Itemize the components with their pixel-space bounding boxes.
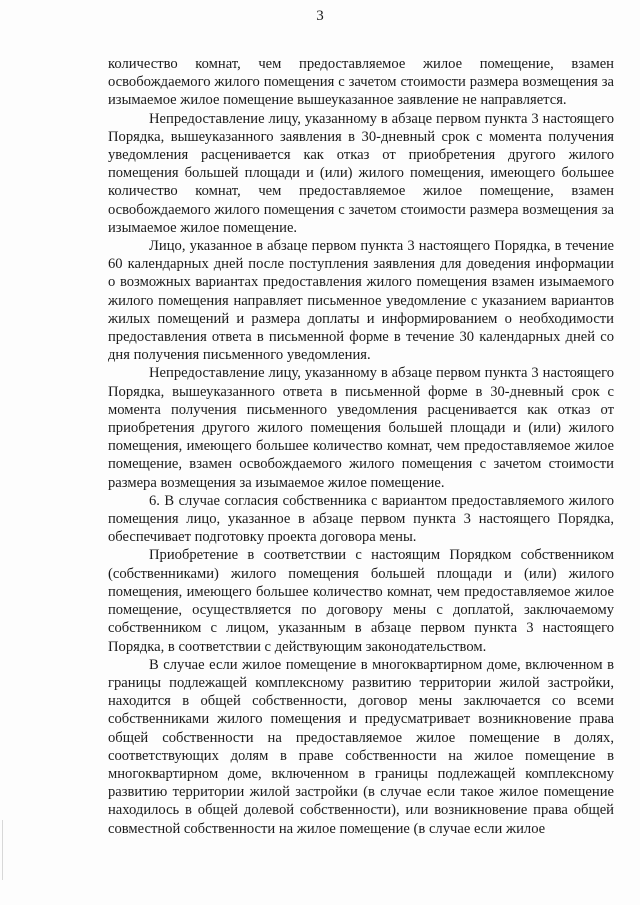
paragraph-item-6: 6. В случае согласия собственника с вариантом предоставляемого жилого помещения лицо, указанное в абзаце первом пункта 3 настоящего Порядка, обеспечивает подготовку проекта договора мены.	[108, 492, 614, 546]
paragraph-notification-options: Лицо, указанное в абзаце первом пункта 3 настоящего Порядка, в течение 60 календарных дней после поступления заявления для доведения информации о возможных вариантах предоставления жилого помещения взамен изымаемого жилого помещения направляет письменное уведомление с указанием вариантов жилых помещений и размера доплаты и информированием о необходимости предоставления ответа в письменной форме в течение 30 календарных дней со дня получения письменного уведомления.	[108, 238, 614, 364]
document-body	[108, 55, 614, 838]
page-number: 3	[316, 8, 324, 24]
paragraph-continuation: количество комнат, чем предоставляемое жилое помещение, взамен освобождаемого жилого помещения с зачетом стоимости размера возмещения за изымаемое жилое помещение вышеуказанное заявление не направляется.	[108, 56, 614, 109]
paragraph-nonsubmission-response: Непредоставление лицу, указанному в абзаце первом пункта 3 настоящего Порядка, вышеуказанного ответа в письменной форме в 30-дневный срок с момента получения письменного уведомления расценивается как отказ от приобретения другого жилого помещения большей площади и (или) жилого помещения, имеющего большее количество комнат, чем предоставляемое жилое помещение, взамен освобождаемого жилого помещения с зачетом стоимости размера возмещения за изымаемое жилое помещение.	[108, 365, 614, 491]
scan-edge-mark	[2, 820, 3, 880]
paragraph-exchange-contract: Приобретение в соответствии с настоящим Порядком собственником (собственниками) жилого помещения большей площади и (или) жилого помещения, имеющего большее количество комнат, чем предоставляемое жилое помещение, осуществляется по договору мены с доплатой, заключаемому собственником с лицом, указанным в абзаце первом пункта 3 настоящего Порядка, в соответствии с действующим законодательством.	[108, 547, 614, 655]
paragraph-nonsubmission-application: Непредоставление лицу, указанному в абзаце первом пункта 3 настоящего Порядка, вышеуказанного заявления в 30-дневный срок с момента получения уведомления расценивается как отказ от приобретения другого жилого помещения большей площади и (или) жилого помещения, имеющего большее количество комнат, чем предоставляемое жилое помещение, взамен освобождаемого жилого помещения с зачетом стоимости размера возмещения за изымаемое жилое помещение.	[108, 110, 614, 236]
paragraph-common-ownership: В случае если жилое помещение в многоквартирном доме, включенном в границы подлежащей комплексному развитию территории жилой застройки, находится в общей собственности, договор мены заключается со всеми собственниками жилого помещения и предусматривает возникновение права общей собственности на предоставляемое жилое помещение в долях, соответствующих долям в праве собственности на жилое помещение в многоквартирном доме, включенном в границы подлежащей комплексному развитию территории жилой застройки (в случае если такое жилое помещение находилось в общей долевой собственности), или возникновение права общей совместной собственности на жилое помещение (в случае если жилое	[108, 656, 614, 837]
